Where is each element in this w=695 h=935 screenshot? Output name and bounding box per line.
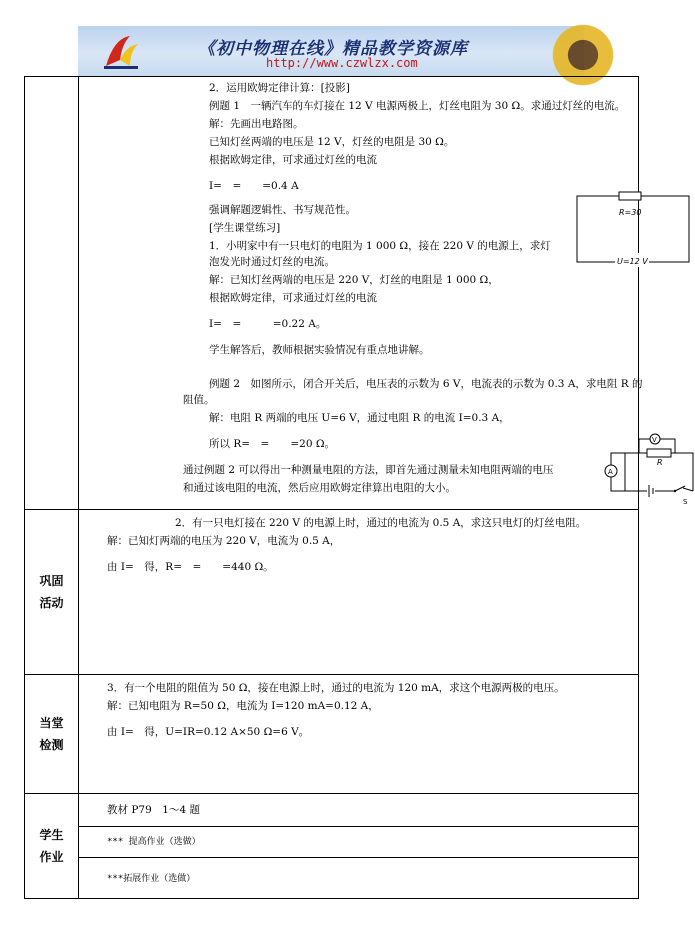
example1-known: 已知灯丝两端的电压是 12 V，灯丝的电阻是 30 Ω。: [209, 136, 455, 148]
example2-question-b: 阻值。: [183, 394, 215, 406]
voltmeter-label: V: [652, 436, 657, 444]
example1-formula: I= = =0.4 A: [209, 180, 299, 192]
homework-label-cell: [25, 794, 79, 899]
practice1-law: 根据欧姆定律，可求通过灯丝的电流: [209, 292, 377, 304]
practice1-question-b: 泡发光时通过灯丝的电流。: [209, 256, 335, 268]
check-label-1: 当堂: [39, 716, 64, 730]
check-formula: 由 I= 得，U=IR=0.12 A×50 Ω=6 V。: [107, 726, 310, 738]
practice1-known: 解：已知灯丝两端的电压是 220 V，灯丝的电阻是 1 000 Ω，: [209, 274, 499, 286]
check-question: 3．有一个电阻的阻值为 50 Ω，接在电源上时，通过的电流为 120 mA，求这个电源两极的电压。: [107, 682, 565, 694]
practice-heading: [学生课堂练习]: [209, 222, 281, 234]
consolidate-content-cell: [79, 510, 639, 675]
consolidate-formula: 由 I= 得，R= = =440 Ω。: [107, 561, 274, 573]
consolidate-known: 解：已知灯两端的电压为 220 V，电流为 0.5 A，: [107, 535, 341, 547]
homework-advanced: *** 提高作业（选做）: [107, 837, 201, 847]
homework-extension-cell: [79, 858, 639, 899]
banner-title: 《初中物理在线》精品教学资源库: [198, 39, 468, 59]
homework-advanced-cell: [79, 827, 639, 858]
lesson-plan-table: [24, 76, 688, 899]
circuit-diagram-example1: [575, 191, 693, 267]
resistor-r-symbol: [647, 449, 671, 457]
check-content-cell: [79, 675, 639, 794]
practice1-formula: I= = =0.22 A。: [209, 318, 327, 330]
circuit-diagram-example2: [603, 433, 695, 507]
consolidate-label-cell: [25, 510, 79, 675]
consolidate-label-2: 活动: [39, 596, 64, 610]
practice1-question-a: 1．小明家中有一只电灯的电阻为 1 000 Ω，接在 220 V 的电源上，求灯: [209, 240, 551, 252]
example1-step1: 解：先画出电路图。: [209, 118, 304, 130]
example1-law: 根据欧姆定律，可求通过灯丝的电流: [209, 154, 377, 166]
check-label-2: 检测: [39, 738, 64, 752]
homework-label-2: 作业: [39, 850, 64, 864]
homework-label-1: 学生: [39, 828, 64, 842]
switch-label: S: [683, 498, 688, 506]
example2-known: 解：电阻 R 两端的电压 U=6 V，通过电阻 R 的电流 I=0.3 A，: [209, 412, 510, 424]
check-known: 解：已知电阻为 R=50 Ω，电流为 I=120 mA=0.12 A，: [107, 700, 379, 712]
homework-extension: ***拓展作业（选做）: [107, 874, 196, 884]
teacher-note: 学生解答后，教师根据实验情况有重点地讲解。: [209, 344, 430, 356]
resistor-label: R=30: [619, 208, 642, 217]
heading-ohm-calc: 2．运用欧姆定律计算：[投影]: [209, 82, 350, 94]
resistor-symbol: [619, 192, 641, 200]
method-summary-a: 通过例题 2 可以得出一种测量电阻的方法，即首先通过测量未知电阻两端的电压: [183, 464, 554, 476]
consolidate-question: 2．有一只电灯接在 220 V 的电源上时，通过的电流为 0.5 A，求这只电灯的灯丝电阻。: [175, 517, 587, 529]
emphasis-note: 强调解题逻辑性、书写规范性。: [209, 204, 356, 216]
method-summary-b: 和通过该电阻的电流，然后应用欧姆定律算出电阻的大小。: [183, 482, 456, 494]
homework-textbook: 教材 P79 1～4 题: [107, 804, 200, 816]
site-banner: [78, 26, 584, 76]
voltage-label: U=12 V: [617, 257, 648, 266]
teaching-label-cell: [25, 77, 79, 510]
homework-textbook-cell: [79, 794, 639, 827]
ammeter-label: A: [608, 468, 613, 476]
site-logo-icon: [100, 30, 144, 72]
example1-question: 例题 1 一辆汽车的车灯接在 12 V 电源两极上，灯丝电阻为 30 Ω。求通过灯丝的电流。: [209, 100, 626, 112]
teaching-content-cell: [79, 77, 688, 510]
banner-url[interactable]: http://www.czwlzx.com: [266, 56, 418, 70]
resistor-r-label: R: [657, 458, 663, 467]
check-label-cell: [25, 675, 79, 794]
example2-question-a: 例题 2 如图所示，闭合开关后，电压表的示数为 6 V，电流表的示数为 0.3 A，求电阻 R 的: [209, 378, 643, 390]
example2-formula: 所以 R= = =20 Ω。: [209, 438, 336, 450]
consolidate-label-1: 巩固: [39, 574, 64, 588]
